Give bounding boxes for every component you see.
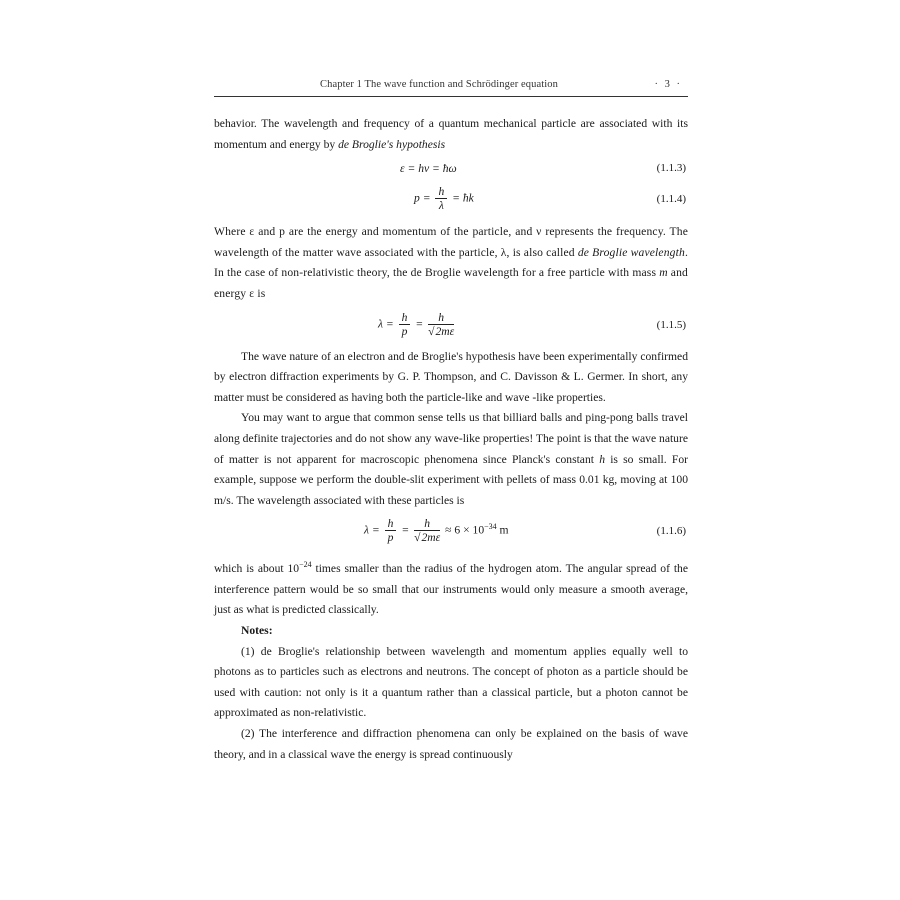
note-2: (2) The interference and diffraction phenomena can only be explained on the basis of wave theory, and in a classical wave the energy is spread continuously — [214, 726, 688, 761]
note-1: (1) de Broglie's relationship between wavelength and momentum applies equally well to photons as to particles such as electrons and neutrons. The concept of photon as a particle should be used with caution: not only is it a quantum rather than a classical particle, but a photon cannot be approximated as non-relativistic. — [214, 644, 688, 720]
paragraph-1: behavior. The wavelength and frequency of a quantum mechanical particle are associated with its momentum and energy by de Broglie's hypothesis — [214, 117, 688, 151]
fraction: $\frac{h}{p}$ — [385, 517, 397, 545]
fraction: $\frac{h}{\lambda}$ — [435, 185, 447, 213]
page-number: · 3 · — [654, 79, 682, 90]
equation-1-1-3 — [214, 155, 688, 182]
fraction: $\frac{h}{p}$ — [399, 311, 411, 339]
notes-heading: Notes: — [241, 623, 273, 637]
equation-expression: λ = $\frac{h}{p}$ = $\frac{h}{√2m\varepsilon}$ — [378, 310, 455, 338]
term-de-broglie-hypothesis: de Broglie's hypothesis — [338, 137, 446, 151]
equation-expression: ε = hν = ħω — [400, 162, 457, 176]
equation-1-1-5 — [214, 305, 688, 347]
term-de-broglie-wavelength: de Broglie wavelength — [577, 245, 685, 259]
running-header — [214, 76, 688, 97]
paragraph-2: Where ε and p are the energy and momentum of the particle, and ν represents the frequency. The wavelength of the matter wave associated with the particle, λ, is also called de Broglie wavelength. In the case of non-relativistic theory, the de Broglie wavelength for a free particle with mass m and energy ε is — [214, 225, 688, 300]
chapter-title: Chapter 1 The wave function and Schrödinger equation — [320, 79, 558, 90]
equation-number: (1.1.6) — [656, 525, 686, 538]
equation-number: (1.1.4) — [656, 193, 686, 206]
fraction: $\frac{h}{√2m\varepsilon}$ — [428, 310, 455, 338]
fraction: $\frac{h}{√2m\varepsilon}$ — [414, 517, 441, 545]
paragraph-4: You may want to argue that common sense tells us that billiard balls and ping-pong balls travel along definite trajectories and do not show any wave-like properties! The point is that the wave nature of matter is not apparent for macroscopic phenomena since Planck's constant h is so small. For example, suppose we perform the double-slit experiment with pellets of mass 0.01 kg, moving at 100 m/s. The wavelength associated with these particles is — [214, 411, 688, 507]
equation-1-1-6 — [214, 511, 688, 555]
equation-1-1-4 — [214, 182, 688, 216]
page-body — [214, 114, 688, 765]
book-page — [214, 76, 688, 765]
equation-expression: p = $\frac{h}{\lambda}$ = ħk — [414, 185, 474, 213]
equation-expression: λ = $\frac{h}{p}$ = $\frac{h}{√2m\varepsilon}$ ≈ $6 \times 10^{-34}$ m — [364, 517, 509, 545]
paragraph-3: The wave nature of an electron and de Broglie's hypothesis have been experimentally confirmed by electron diffraction experiments by G. P. Thompson, and C. Davisson & L. Germer. In short, any matter must be considered as having both the particle-like and wave -like properties. — [214, 349, 688, 404]
paragraph-5: which is about $10^{-24}$ times smaller than the radius of the hydrogen atom. The angular spread of the interference pattern would be so small that our instruments would only measure a smooth average, just as what is predicted classically. — [214, 560, 688, 617]
equation-number: (1.1.5) — [656, 318, 686, 331]
equation-number: (1.1.3) — [656, 162, 686, 175]
